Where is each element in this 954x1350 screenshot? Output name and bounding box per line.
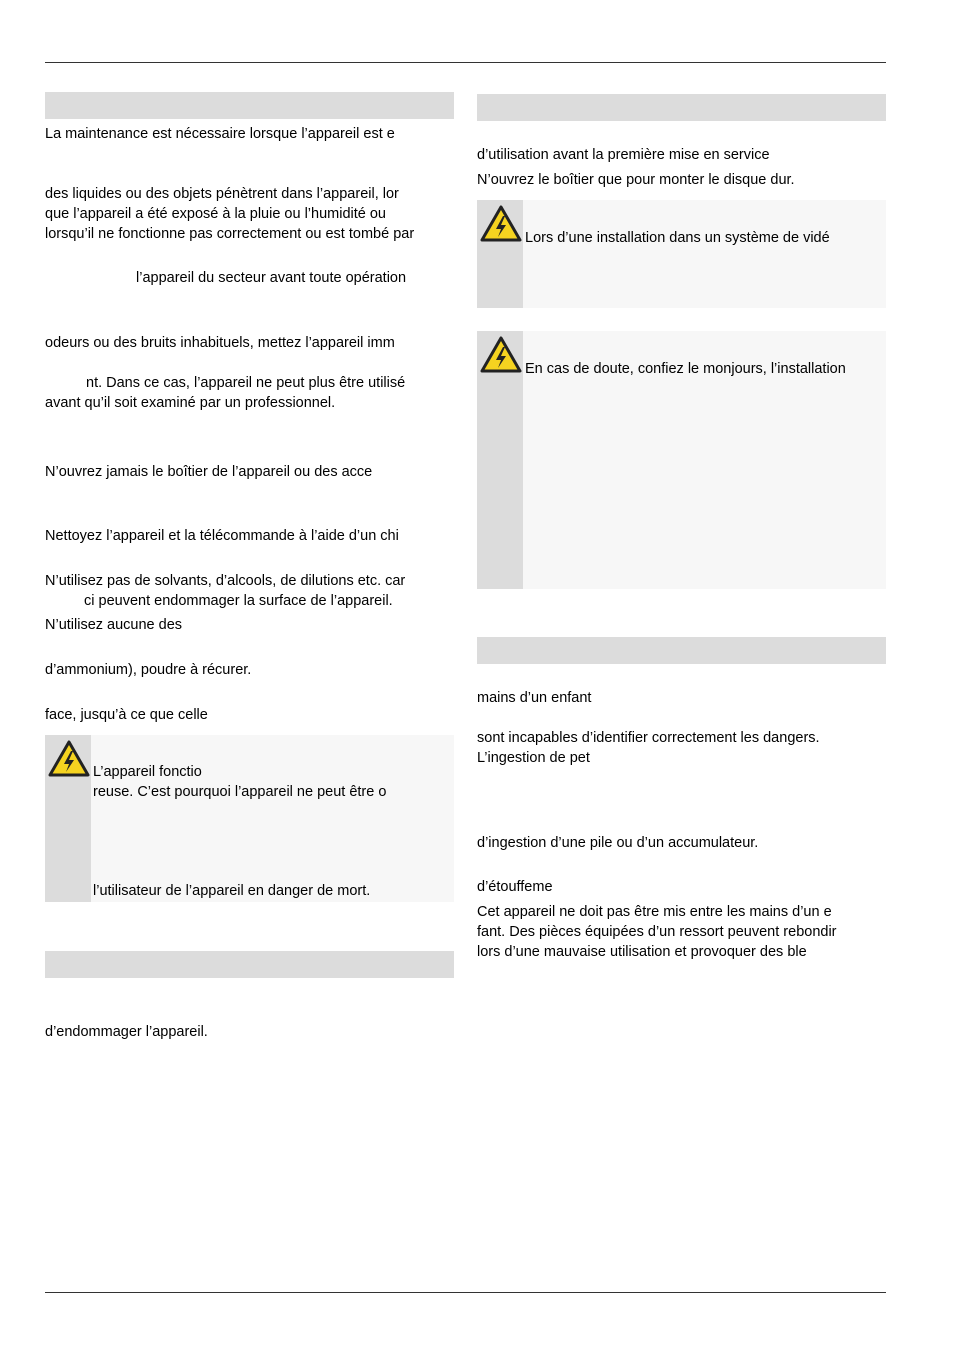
paragraph-line: N’ouvrez jamais le boîtier de l’appareil ou des acce (45, 464, 373, 480)
paragraph-line: N’utilisez pas de solvants, d’alcools, de dilutions etc. car (45, 573, 406, 589)
warning-line: reuse. C’est pourquoi l’appareil ne peut être o (93, 784, 387, 800)
warning-line: En cas de doute, confiez le monjours, l’installation (525, 361, 846, 377)
paragraph-line: des liquides ou des objets pénètrent dans l’appareil, lor (45, 186, 399, 202)
paragraph-line: lorsqu’il ne fonctionne pas correctement ou est tombé par (45, 226, 415, 242)
paragraph-line: L’ingestion de pet (477, 750, 590, 766)
paragraph-line: que l’appareil a été exposé à la pluie ou l’humidité ou (45, 206, 386, 222)
paragraph-line: N’ouvrez le boîtier que pour monter le disque dur. (477, 172, 795, 188)
high-voltage-warning-icon (47, 739, 91, 779)
high-voltage-warning-icon (479, 335, 523, 375)
footer-rule (45, 1292, 886, 1293)
warning-line: l’utilisateur de l’appareil en danger de mort. (93, 883, 371, 899)
paragraph-line: Nettoyez l’appareil et la télécommande à l’aide d’un chi (45, 528, 399, 544)
paragraph-line: lors d’une mauvaise utilisation et provoquer des ble (477, 944, 807, 960)
paragraph-line: La maintenance est nécessaire lorsque l’appareil est e (45, 126, 395, 142)
warning-box (477, 331, 886, 589)
paragraph-line: nt. Dans ce cas, l’appareil ne peut plus être utilisé (86, 375, 406, 391)
paragraph-line: Cet appareil ne doit pas être mis entre les mains d’un e (477, 904, 832, 920)
paragraph-line: d’étouffeme (477, 879, 553, 895)
paragraph-line: d’endommager l’appareil. (45, 1024, 208, 1040)
section-heading-band-maintenance (45, 92, 454, 119)
paragraph-line: fant. Des pièces équipées d’un ressort peuvent rebondir (477, 924, 837, 940)
warning-box (45, 735, 454, 902)
paragraph-line: sont incapables d’identifier correctement les dangers. (477, 730, 820, 746)
paragraph-line: l’appareil du secteur avant toute opération (136, 270, 407, 286)
paragraph-line: mains d’un enfant (477, 690, 592, 706)
section-heading-band (477, 94, 886, 121)
paragraph-line: odeurs ou des bruits inhabituels, mettez l’appareil imm (45, 335, 395, 351)
high-voltage-warning-icon (479, 204, 523, 244)
section-heading-band (45, 951, 454, 978)
paragraph-line: face, jusqu’à ce que celle (45, 707, 208, 723)
paragraph-line: d’ingestion d’une pile ou d’un accumulateur. (477, 835, 759, 851)
paragraph-line: ci peuvent endommager la surface de l’appareil. (84, 593, 393, 609)
paragraph-line: avant qu’il soit examiné par un professionnel. (45, 395, 336, 411)
section-heading-band (477, 637, 886, 664)
warning-box (477, 200, 886, 308)
paragraph-line: N’utilisez aucune des (45, 617, 183, 633)
paragraph-line: d’ammonium), poudre à récurer. (45, 662, 252, 678)
header-rule (45, 62, 886, 63)
paragraph-line: d’utilisation avant la première mise en service (477, 147, 770, 163)
warning-line: L’appareil fonctio (93, 764, 202, 780)
warning-line: Lors d’une installation dans un système de vidé (525, 230, 830, 246)
